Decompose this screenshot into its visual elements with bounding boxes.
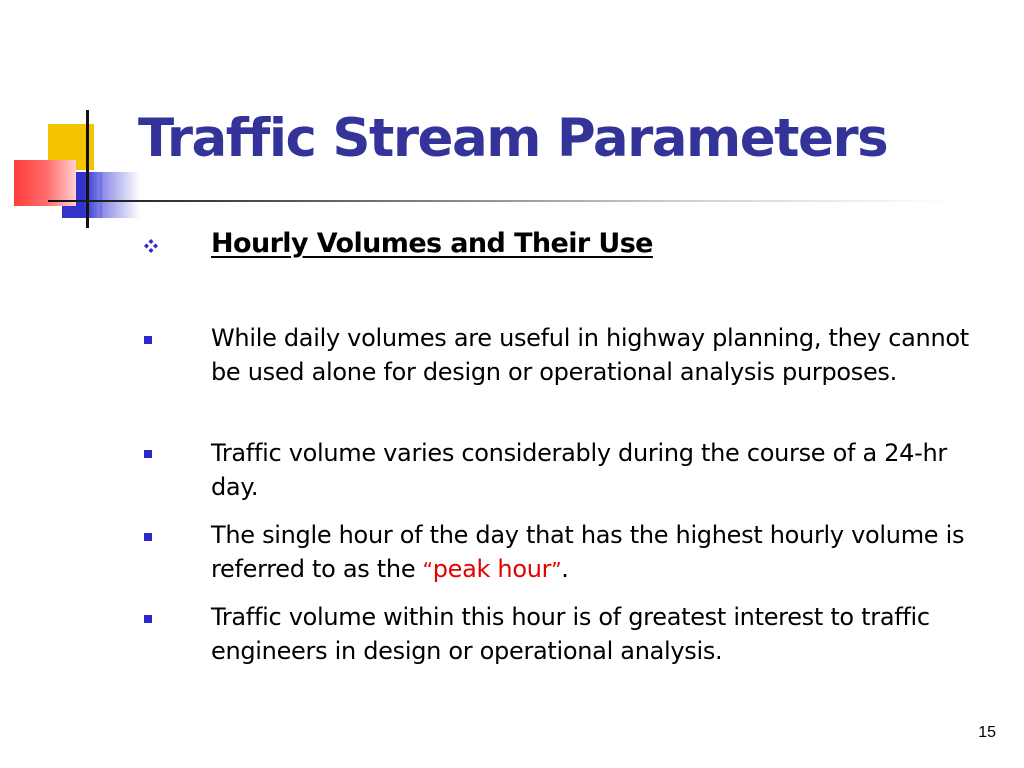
- bullet-item-3-suffix: .: [561, 555, 569, 583]
- decor-vertical-line: [86, 110, 89, 228]
- title-underline-rule: [48, 200, 954, 202]
- bullet-item-3-prefix: The single hour of the day that has the highest hourly volume is referred to as the: [211, 521, 965, 583]
- bullet-item-1: While daily volumes are useful in highway planning, they cannot be used alone for design or operational analysis purposes.: [211, 324, 969, 386]
- decor-blue-fade: [100, 172, 140, 218]
- open-quote: “: [422, 558, 433, 582]
- page-number: 15: [978, 724, 996, 741]
- square-bullet-icon: [144, 336, 152, 344]
- square-bullet-icon: [144, 615, 152, 623]
- slide-title: Traffic Stream Parameters: [138, 108, 888, 169]
- bullet-item-2: Traffic volume varies considerably during the course of a 24-hr day.: [211, 439, 947, 501]
- bullet-item-3: [211, 518, 971, 587]
- peak-hour-highlight: peak hour: [432, 555, 552, 583]
- close-quote: ”: [551, 558, 562, 582]
- square-bullet-icon: [144, 450, 152, 458]
- four-diamond-bullet-icon: [143, 238, 159, 254]
- bullet-item-4: Traffic volume within this hour is of greatest interest to traffic engineers in design or operational analysis.: [211, 603, 930, 665]
- square-bullet-icon: [144, 533, 152, 541]
- section-heading: Hourly Volumes and Their Use: [211, 228, 653, 259]
